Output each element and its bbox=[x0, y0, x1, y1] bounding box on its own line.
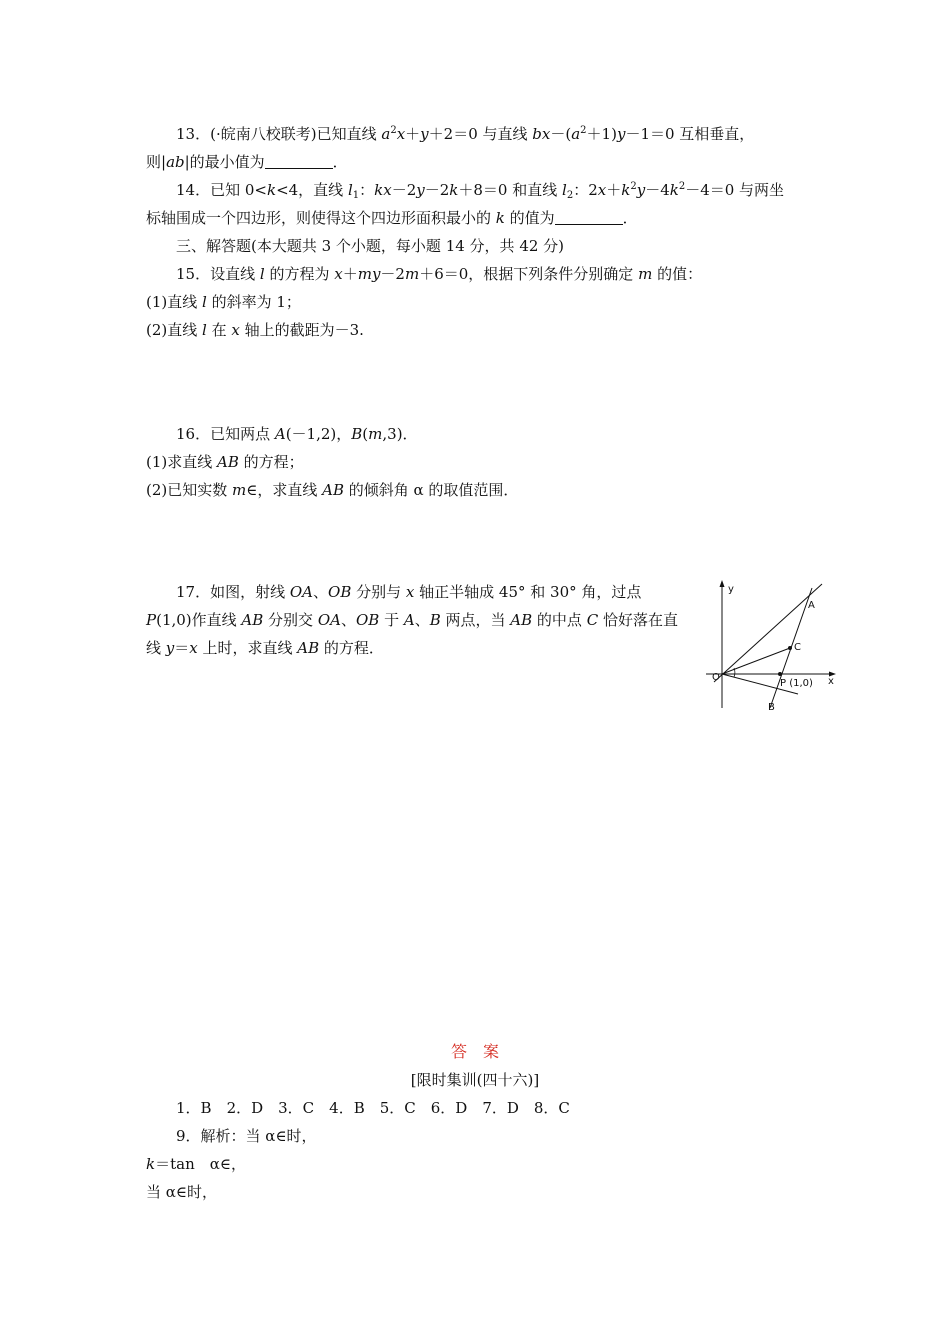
q15-part2: (2)直线 l 在 x 轴上的截距为－3. bbox=[146, 321, 364, 339]
x-axis-label: x bbox=[828, 676, 834, 687]
angle-arc bbox=[734, 668, 735, 677]
y-axis-arrow bbox=[720, 580, 725, 587]
answer-9-line3: 当 α∈时， bbox=[146, 1183, 218, 1201]
point-c bbox=[788, 646, 792, 650]
q17-line3: 线 y＝x 上时，求直线 AB 的方程． bbox=[146, 639, 384, 657]
point-c-label: C bbox=[794, 642, 801, 653]
q16-part1: (1)求直线 AB 的方程； bbox=[146, 453, 304, 471]
answer-9-line2: k＝tan α∈， bbox=[146, 1155, 246, 1173]
answers-subtitle: [限时集训(四十六)] bbox=[410, 1071, 540, 1089]
q14-line1: 14．已知 0<k<4，直线 $l_1$：kx－2y－2k＋8＝0 和直线 $l_2$：$2x+k^2y-4k^2-4=0$ 与两坐 bbox=[176, 181, 785, 201]
q13-line2: 则|ab|的最小值为 ． bbox=[146, 153, 348, 171]
segment-oc bbox=[722, 648, 790, 674]
q15-line1: 15．设直线 l 的方程为 x＋my－2m＋6＝0，根据下列条件分别确定 m 的值： bbox=[176, 265, 703, 283]
origin-label: O bbox=[712, 672, 720, 683]
q14-line2: 标轴围成一个四边形，则使得这个四边形面积最小的 k 的值为 ． bbox=[146, 209, 638, 227]
point-b-label: B bbox=[768, 702, 775, 713]
answers-title: 答 案 bbox=[450, 1042, 499, 1061]
q15-part1: (1)直线 l 的斜率为 1； bbox=[146, 293, 301, 311]
q13-line1: 13．(·皖南八校联考)已知直线 $a^2x+y+2=0$ 与直线 $bx-(a^2+1)y-1=0$ 互相垂直， bbox=[176, 125, 755, 143]
point-a-label: A bbox=[808, 600, 815, 611]
q17-line1: 17．如图，射线 OA、OB 分别与 x 轴正半轴成 45° 和 30° 角，过点 bbox=[176, 583, 642, 601]
answer-blank[interactable] bbox=[265, 154, 333, 169]
point-p-label: P (1,0) bbox=[780, 678, 813, 689]
section-heading: 三、解答题(本大题共 3 个小题，每小题 14 分，共 42 分) bbox=[176, 237, 565, 255]
answer-blank[interactable] bbox=[555, 210, 623, 225]
q16-part2: (2)已知实数 m∈，求直线 AB 的倾斜角 α 的取值范围． bbox=[146, 481, 519, 499]
ray-oa bbox=[714, 584, 822, 682]
answers-choices: 1．B 2．D 3．C 4．B 5．C 6．D 7．D 8．C bbox=[176, 1099, 570, 1117]
y-axis-label: y bbox=[728, 584, 734, 595]
q16-line1: 16．已知两点 A(－1,2)，B(m,3)． bbox=[176, 425, 418, 443]
q17-line2: P(1,0)作直线 AB 分别交 OA、OB 于 A、B 两点，当 AB 的中点 C 恰好落在直 bbox=[146, 611, 678, 629]
q17-figure bbox=[700, 576, 840, 716]
point-p bbox=[778, 672, 782, 676]
answer-9-line1: 9．解析：当 α∈时， bbox=[176, 1127, 317, 1145]
